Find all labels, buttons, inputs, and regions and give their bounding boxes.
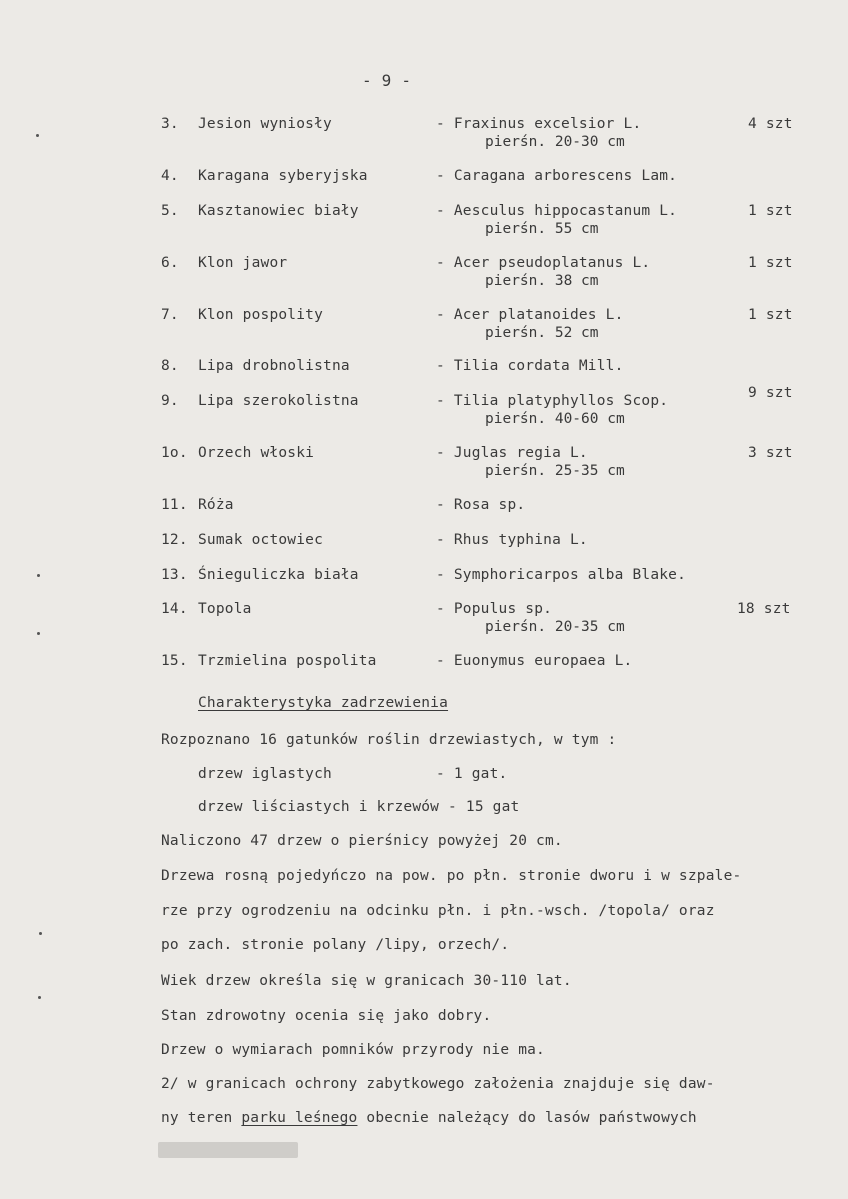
paragraph-line: Naliczono 47 drzew o pierśnicy powyżej 20 cm. (161, 833, 563, 849)
paragraph-text: ny teren (161, 1110, 242, 1126)
species-number: 13. (161, 567, 188, 583)
section-title: Charakterystyka zadrzewienia (198, 695, 449, 711)
species-number: 12. (161, 532, 188, 548)
paragraph-line: drzew iglastych (198, 766, 332, 782)
species-number: 6. (161, 255, 179, 271)
page-number: - 9 - (362, 71, 412, 90)
species-latin-name: - Juglas regia L. (436, 445, 588, 461)
species-quantity: 1 szt (748, 307, 793, 323)
paragraph-text: obecnie należący do lasów państwowych (357, 1110, 697, 1126)
species-number: 8. (161, 358, 179, 374)
paragraph-line (161, 1109, 697, 1127)
species-number: 15. (161, 653, 188, 669)
paragraph-line: Drzewa rosną pojedyńczo na pow. po płn. stronie dworu i w szpale- (161, 868, 742, 884)
species-number: 14. (161, 601, 188, 617)
species-latin-name: - Caragana arborescens Lam. (436, 168, 678, 184)
margin-dot (37, 632, 40, 635)
species-number: 1o. (161, 445, 188, 461)
species-number: 9. (161, 393, 179, 409)
species-latin-name: - Acer platanoides L. (436, 307, 624, 323)
species-latin-name: - Tilia platyphyllos Scop. (436, 393, 669, 409)
paragraph-line: - 1 gat. (436, 766, 508, 782)
species-polish-name: Topola (198, 601, 252, 617)
species-quantity: 1 szt (748, 255, 793, 271)
species-latin-name: - Aesculus hippocastanum L. (436, 203, 678, 219)
species-dimension: pierśn. 52 cm (485, 325, 599, 341)
species-latin-name: - Rhus typhina L. (436, 532, 588, 548)
species-dimension: pierśn. 38 cm (485, 273, 599, 289)
species-number: 5. (161, 203, 179, 219)
species-polish-name: Róża (198, 497, 234, 513)
species-polish-name: Trzmielina pospolita (198, 653, 377, 669)
species-latin-name: - Populus sp. (436, 601, 553, 617)
species-polish-name: Sumak octowiec (198, 532, 324, 548)
species-polish-name: Kasztanowiec biały (198, 203, 359, 219)
species-polish-name: Lipa szerokolistna (198, 393, 359, 409)
species-latin-name: - Fraxinus excelsior L. (436, 116, 642, 132)
paragraph-line: po zach. stronie polany /lipy, orzech/. (161, 937, 510, 953)
faded-stamp (158, 1142, 298, 1158)
species-polish-name: Jesion wyniosły (198, 116, 332, 132)
species-quantity: 3 szt (748, 445, 793, 461)
species-quantity: 1 szt (748, 203, 793, 219)
paragraph-line: Wiek drzew określa się w granicach 30-110 lat. (161, 973, 572, 989)
species-dimension: pierśn. 40-60 cm (485, 411, 625, 427)
species-polish-name: Klon pospolity (198, 307, 324, 323)
species-latin-name: - Acer pseudoplatanus L. (436, 255, 651, 271)
species-dimension: pierśn. 20-30 cm (485, 134, 625, 150)
species-polish-name: Karagana syberyjska (198, 168, 368, 184)
species-quantity: 9 szt (748, 385, 793, 401)
margin-dot (36, 134, 39, 137)
species-latin-name: - Symphoricarpos alba Blake. (436, 567, 687, 583)
paragraph-line: Drzew o wymiarach pomników przyrody nie ma. (161, 1042, 545, 1058)
species-number: 4. (161, 168, 179, 184)
species-polish-name: Lipa drobnolistna (198, 358, 350, 374)
species-dimension: pierśn. 55 cm (485, 221, 599, 237)
species-polish-name: Klon jawor (198, 255, 288, 271)
species-number: 7. (161, 307, 179, 323)
paragraph-line: Rozpoznano 16 gatunków roślin drzewiastych, w tym : (161, 732, 617, 748)
margin-dot (38, 996, 41, 999)
species-latin-name: - Tilia cordata Mill. (436, 358, 624, 374)
species-number: 3. (161, 116, 179, 132)
species-dimension: pierśn. 20-35 cm (485, 619, 625, 635)
paragraph-line: Stan zdrowotny ocenia się jako dobry. (161, 1008, 492, 1024)
species-polish-name: Orzech włoski (198, 445, 315, 461)
paragraph-line: rze przy ogrodzeniu na odcinku płn. i płn.-wsch. /topola/ oraz (161, 903, 715, 919)
underlined-term: parku leśnego (241, 1110, 358, 1126)
paragraph-line: drzew liściastych i krzewów - 15 gat (198, 799, 520, 815)
species-latin-name: - Rosa sp. (436, 497, 526, 513)
species-number: 11. (161, 497, 188, 513)
margin-dot (37, 574, 40, 577)
margin-dot (39, 932, 42, 935)
species-quantity: 18 szt (737, 601, 791, 617)
species-latin-name: - Euonymus europaea L. (436, 653, 633, 669)
paragraph-line: 2/ w granicach ochrony zabytkowego założenia znajduje się daw- (161, 1076, 715, 1092)
species-quantity: 4 szt (748, 116, 793, 132)
species-polish-name: Śnieguliczka biała (198, 567, 359, 583)
species-dimension: pierśn. 25-35 cm (485, 463, 625, 479)
